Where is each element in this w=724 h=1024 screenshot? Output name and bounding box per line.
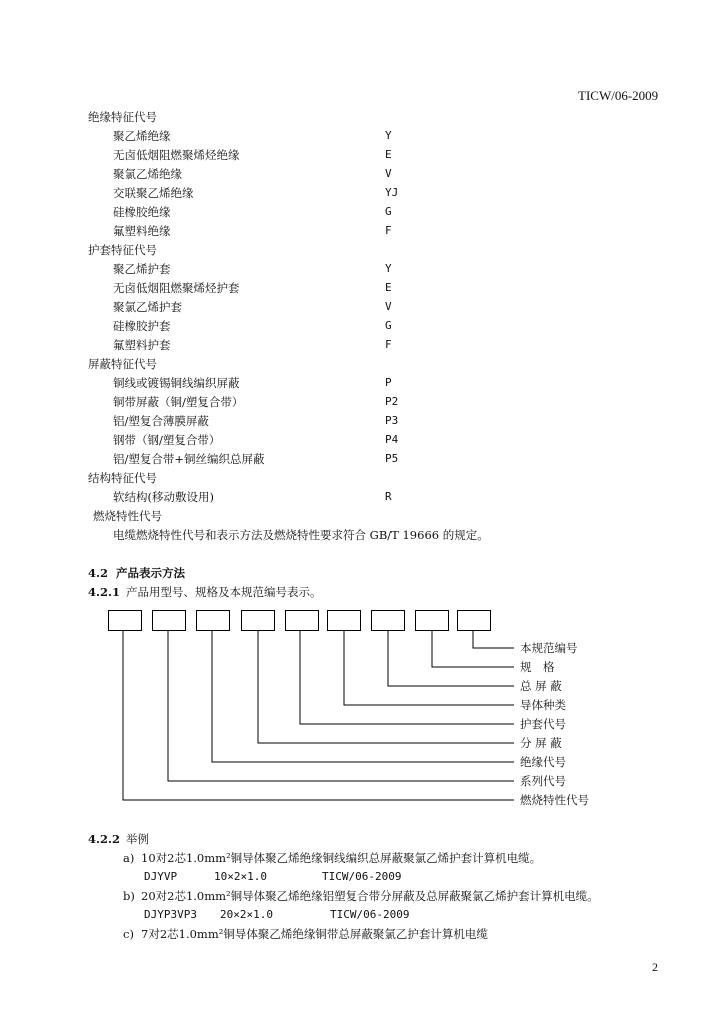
insulation-item-code: YJ (385, 186, 399, 199)
diagram-box-insulation (196, 610, 230, 631)
section-4-2-1-number: 4.2.1 (88, 585, 121, 599)
section-4-2-2-number: 4.2.2 (88, 832, 121, 846)
diagram-label: 规 格 (520, 660, 555, 674)
sheath-item-name: 无卤低烟阻燃聚烯烃护套 (113, 281, 240, 295)
section-4-2-2-title: 举例 (126, 832, 149, 846)
shield-item-code: P3 (385, 414, 399, 427)
diagram-label: 护套代号 (520, 717, 566, 731)
shield-item-name: 铝/塑复合薄膜屏蔽 (113, 414, 209, 428)
diagram-box-series (152, 610, 186, 631)
diagram-label: 绝缘代号 (520, 755, 566, 769)
insulation-item-name: 交联聚乙烯绝缘 (113, 186, 194, 200)
insulation-item-code: E (385, 148, 392, 161)
shield-item-name: 钢带（钢/塑复合带） (113, 433, 221, 447)
shield-item-name: 铜带屏蔽（铜/塑复合带） (113, 395, 244, 409)
diagram-label: 本规范编号 (520, 641, 578, 655)
diagram-box-conductor (327, 610, 361, 631)
shield-item-code: P2 (385, 395, 399, 408)
example-spec: 10×2×1.0 (214, 870, 267, 883)
example-spec: 20×2×1.0 (220, 908, 273, 921)
structure-item-code: R (385, 490, 392, 503)
sheath-item-code: Y (385, 262, 392, 275)
insulation-item-name: 硅橡胶绝缘 (113, 205, 171, 219)
insulation-item-name: 无卤低烟阻燃聚烯烃绝缘 (113, 148, 240, 162)
section-4-2-1-text: 产品用型号、规格及本规范编号表示。 (126, 585, 322, 599)
sheath-item-name: 聚乙烯护套 (113, 262, 171, 276)
diagram-label: 系列代号 (520, 774, 566, 788)
section-4-2-title: 产品表示方法 (116, 566, 185, 580)
shield-item-name: 铜线或镀锡铜线编织屏蔽 (113, 376, 240, 390)
diagram-label: 分 屏 蔽 (520, 736, 562, 750)
shield-heading: 屏蔽特征代号 (88, 357, 157, 371)
example-label: c) (123, 927, 134, 941)
insulation-item-name: 聚乙烯绝缘 (113, 129, 171, 143)
sheath-item-name: 硅橡胶护套 (113, 319, 171, 333)
sheath-item-code: E (385, 281, 392, 294)
shield-item-code: P5 (385, 452, 399, 465)
diagram-box-burning (108, 610, 142, 631)
shield-item-code: P (385, 376, 392, 389)
diagram-box-spec (415, 610, 449, 631)
example-text: 20对2芯1.0mm²铜导体聚乙烯绝缘铝塑复合带分屏蔽及总屏蔽聚氯乙烯护套计算机电缆。 (141, 889, 599, 903)
insulation-item-code: V (385, 167, 392, 180)
page-number: 2 (652, 960, 658, 974)
insulation-item-name: 氟塑料绝缘 (113, 224, 171, 238)
sheath-item-code: F (385, 338, 392, 351)
doc-code-header: TICW/06-2009 (578, 88, 659, 103)
example-label: b) (123, 889, 135, 903)
shield-item-code: P4 (385, 433, 399, 446)
structure-item-name: 软结构(移动敷设用) (113, 490, 214, 504)
sheath-item-code: V (385, 300, 392, 313)
example-standard: TICW/06-2009 (322, 870, 402, 883)
diagram-box-overall-shield (371, 610, 405, 631)
example-text: 10对2芯1.0mm²铜导体聚乙烯绝缘铜线编织总屏蔽聚氯乙烯护套计算机电缆。 (141, 851, 542, 865)
insulation-item-code: F (385, 224, 392, 237)
shield-item-name: 铝/塑复合带+铜丝编织总屏蔽 (113, 452, 265, 466)
insulation-item-code: Y (385, 129, 392, 142)
diagram-box-sub-shield (241, 610, 275, 631)
example-standard: TICW/06-2009 (330, 908, 410, 921)
example-model: DJYVP (144, 870, 178, 883)
sheath-item-name: 氟塑料护套 (113, 338, 171, 352)
burning-heading: 燃烧特性代号 (93, 509, 162, 523)
diagram-label: 导体种类 (520, 698, 566, 712)
diagram-box-standard (457, 610, 491, 631)
insulation-item-code: G (385, 205, 392, 218)
diagram-box-sheath (285, 610, 319, 631)
example-label: a) (123, 851, 135, 865)
burning-text: 电缆燃烧特性代号和表示方法及燃烧特性要求符合 GB/T 19666 的规定。 (113, 528, 489, 542)
example-model: DJYP3VP3 (144, 908, 197, 921)
sheath-item-code: G (385, 319, 392, 332)
diagram-label: 总 屏 蔽 (520, 679, 562, 693)
section-4-2-number: 4.2 (88, 566, 109, 580)
example-text: 7对2芯1.0mm²铜导体聚乙烯绝缘铜带总屏蔽聚氯乙护套计算机电缆 (141, 927, 488, 941)
diagram-label: 燃烧特性代号 (520, 793, 589, 807)
sheath-heading: 护套特征代号 (88, 243, 157, 257)
sheath-item-name: 聚氯乙烯护套 (113, 300, 182, 314)
insulation-heading: 绝缘特征代号 (88, 110, 157, 124)
structure-heading: 结构特征代号 (88, 471, 157, 485)
insulation-item-name: 聚氯乙烯绝缘 (113, 167, 182, 181)
